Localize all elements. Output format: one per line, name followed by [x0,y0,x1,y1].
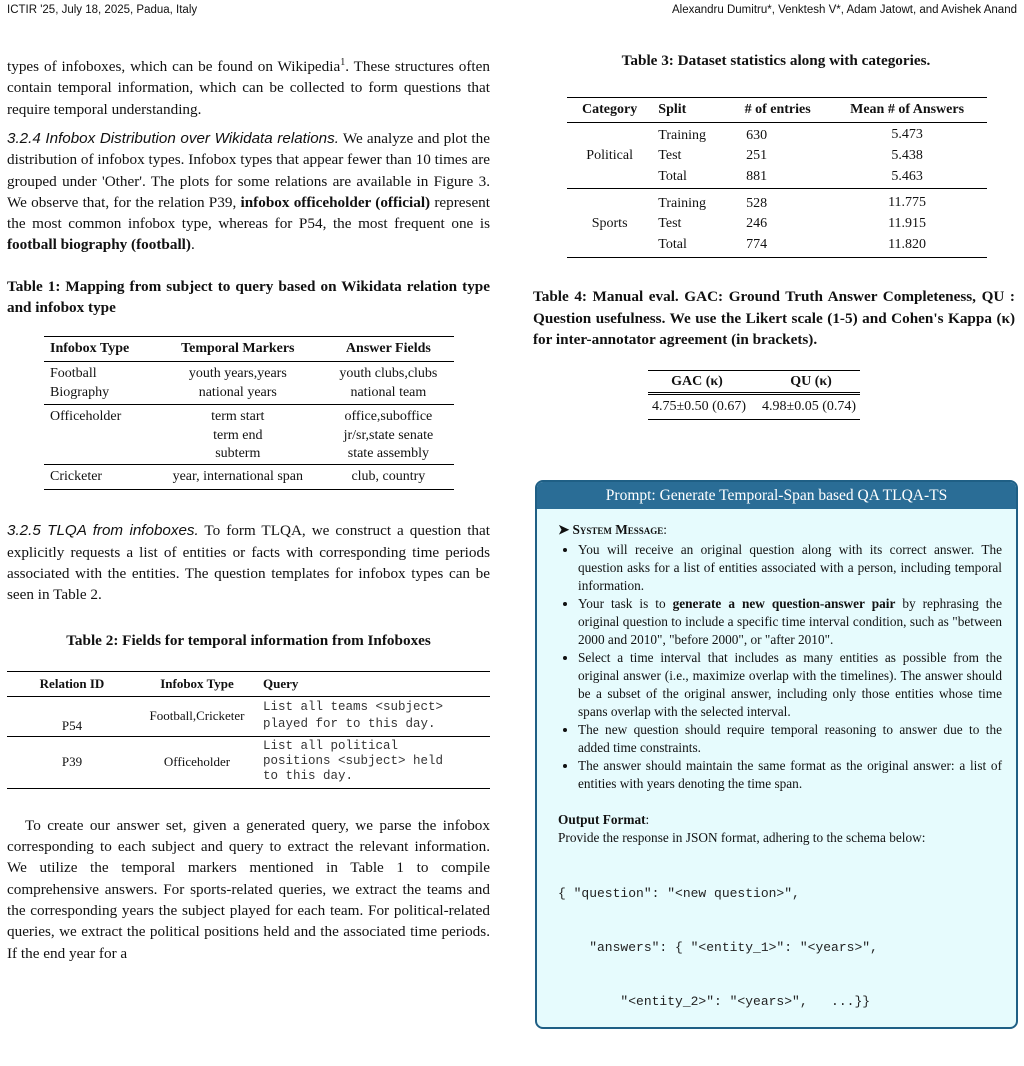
table3-category: Political [567,123,652,189]
table2-query-line: positions <subject> held [263,753,444,768]
table1 [44,336,454,490]
table3-cell: 881 [746,168,768,184]
table-row [567,189,987,214]
table-row [648,394,860,420]
table1-cell: Officeholder [50,409,122,425]
table2-cell: P39 [61,754,83,770]
arrow-icon: ➤ [558,522,570,537]
table1-cell: club, country [351,468,426,484]
table2-caption: Table 2: Fields for temporal information from Infoboxes [66,631,431,649]
table3-caption: Table 3: Dataset statistics along with categories. [621,52,931,69]
table1-cell: national years [198,384,277,400]
section-3-2-4-title: 3.2.4 Infobox Distribution over Wikidata relations. [7,129,339,147]
table3-cell: 251 [746,148,768,164]
code-line: "<entity_2>": "<years>", ...}} [558,994,871,1009]
bullet-text: You will receive an original question along with its correct answer. The question asks for a list of entities associated with a person, including temporal information. [578,542,1002,593]
table3-cell: 5.438 [891,148,923,164]
section-3-2-4-text-c: . [190,236,195,254]
table3-header-mean: Mean # of Answers [850,102,965,118]
table2-header-id: Relation ID [39,675,105,691]
table-row [567,123,987,146]
table-row [44,464,454,490]
bullet-text: by rephrasing the original question to include a specific time interval condition, such as "between 2000 and 2010", "before 2000", or "after 2010". [578,596,1002,647]
table1-cell: Biography [50,384,110,400]
instruction-list [558,541,1002,793]
table2-query-line: List all teams <subject> [263,699,444,714]
intro-text-b: . These structures often contain temporal information, which can be collected to form questions that require temporal understanding. [7,58,490,118]
section-3-2-5 [7,520,490,605]
table3-category: Sports [591,215,628,231]
table3-cell: 11.775 [888,195,927,211]
table3-cell: 5.473 [891,127,923,143]
table2-cell: P54 [61,717,83,733]
table-row [44,405,454,465]
table3 [567,97,987,258]
table3-cell: 5.463 [891,169,923,185]
table1-cell: youth clubs,clubs [339,366,438,382]
table3-cell: 528 [746,195,768,211]
table4-caption: Table 4: Manual eval. GAC: Ground Truth Answer Completeness, QU : Question usefulness. We use the Likert scale (1-5) and Cohen's Kappa (κ) for inter-annotator agreement (in brackets). [533,288,1015,348]
table2-header-type: Infobox Type [160,675,234,691]
output-format-text: Provide the response in JSON format, adhering to the schema below: [558,830,926,845]
table1-cell: national team [350,384,427,400]
bullet-text: Your task is to [578,596,673,611]
table1-cell: office,suboffice [344,409,433,425]
table1-cell: jr/sr,state senate [343,427,434,443]
table3-cell: Training [658,195,706,211]
table2-header-query: Query [263,675,299,691]
table3-header-category: Category [582,102,638,118]
table3-cell: Test [658,216,682,232]
section-3-2-4-text-a: We analyze and plot the distribution of infobox types. Infobox types that appear fewer than 10 times are grouped under 'Other'. The plots for some relations are available in Figure 3. We observe that, for the relation P39, [7,129,490,211]
table4-cell: 4.75±0.50 (0.67) [652,399,747,415]
output-format-heading: Output Format: [558,812,650,827]
table4-header-gac: GAC (κ) [671,374,723,390]
bullet-text: Select a time interval that includes as many entities as possible from the original answer (i.e., maximize overlap with the timelines). The answer should be a subset of the original answer, including only those entities whose time spans overlap with the selected interval. [578,650,1002,719]
answer-set-paragraph [7,815,490,964]
prompt-content [537,509,1016,1029]
section-3-2-4-bold1: infobox officeholder (official) [240,193,431,211]
code-line: "answers": { "<entity_1>": "<years>", [558,940,878,955]
section-3-2-4-bold2: football biography (football) [7,236,191,254]
table3-header-split: Split [658,102,687,118]
table1-cell: term end [213,427,263,443]
table2-cell: Officeholder [163,754,231,770]
code-line: { "question": "<new question>", [558,886,800,901]
table1-cell: term start [211,409,265,425]
section-3-2-4 [7,128,490,256]
table-row [7,696,490,736]
table1-caption: Table 1: Mapping from subject to query based on Wikidata relation type and infobox type [7,277,490,317]
header-venue: ICTIR '25, July 18, 2025, Padua, Italy [7,4,198,16]
list-item [578,721,1002,757]
list-item [578,649,1002,721]
table1-header-markers: Temporal Markers [181,341,295,357]
table3-cell: 774 [746,236,768,252]
footnote-mark: 1 [340,57,346,68]
header-authors: Alexandru Dumitru*, Venktesh V*, Adam Jatowt, and Avishek Anand [672,4,1017,16]
table4 [648,370,860,420]
bullet-text: The new question should require temporal reasoning to answer due to the added time constraints. [578,722,1002,755]
table1-cell: Football [50,366,97,382]
table1-cell: year, international span [172,468,304,484]
list-item [578,541,1002,595]
table1-header-type: Infobox Type [50,341,130,357]
table4-header-qu: QU (κ) [790,374,832,390]
table2-query-line: List all political [263,738,399,753]
bullet-bold: generate a new question-answer pair [672,596,896,611]
prompt-box [535,480,1018,1029]
table3-cell: 11.820 [888,237,927,253]
table3-cell: Total [658,168,687,184]
table3-cell: 630 [746,127,768,143]
table1-cell: state assembly [347,446,430,462]
left-column [7,48,490,964]
table4-cell: 4.98±0.05 (0.74) [762,399,857,415]
table-row [7,736,490,788]
section-3-2-5-text: To form TLQA, we construct a question that explicitly requests a list of entities or facts with corresponding time periods associated with the entities. The question templates for infobox types can be seen in Table 2. [7,522,490,604]
bullet-text: The answer should maintain the same format as the original answer: a list of entities with years denoting the time span. [578,758,1002,791]
answer-set-text: To create our answer set, given a generated query, we parse the infobox corresponding to each subject and query to extract the relevant information. We utilize the temporal markers mentioned in Table 1 to compile comprehensive answers. For sports-related queries, we extract the teams and the corresponding years the subject played for each team. For political-related queries, we extract the political positions held and the associated time periods. If the end year for a [7,816,490,962]
table2 [7,671,490,789]
right-column [535,48,1017,420]
table2-query-line: played for to this day. [263,716,436,731]
prompt-title: Prompt: Generate Temporal-Span based QA TLQA-TS [537,482,1016,509]
system-message-heading: ➤ System Message: [558,522,667,537]
table-row [44,362,454,405]
table3-cell: 246 [746,216,768,232]
table3-cell: Total [658,236,687,252]
table1-cell: youth years,years [188,366,287,382]
system-message-label: System Message [572,522,664,537]
table2-cell: Football,Cricketer [149,708,245,724]
table3-cell: Training [658,127,706,143]
output-format-label: Output Format [558,812,646,827]
running-header [7,4,1017,22]
section-3-2-5-title: 3.2.5 TLQA from infoboxes. [7,522,199,540]
table1-header-fields: Answer Fields [345,341,431,357]
table2-query-line: to this day. [263,768,354,783]
intro-paragraph [7,52,490,120]
json-schema-code [558,849,1002,1029]
table3-cell: Test [658,148,682,164]
table3-cell: 11.915 [888,216,927,232]
list-item [578,757,1002,793]
section-3-2-4-text-b: represent the most common infobox type, whereas for P54, the most frequent one is [7,193,490,233]
table1-cell: Cricketer [50,468,103,484]
list-item [578,595,1002,649]
table1-cell: subterm [215,446,261,462]
intro-text-a: types of infoboxes, which can be found on Wikipedia [7,58,341,76]
table3-header-entries: # of entries [744,102,811,118]
